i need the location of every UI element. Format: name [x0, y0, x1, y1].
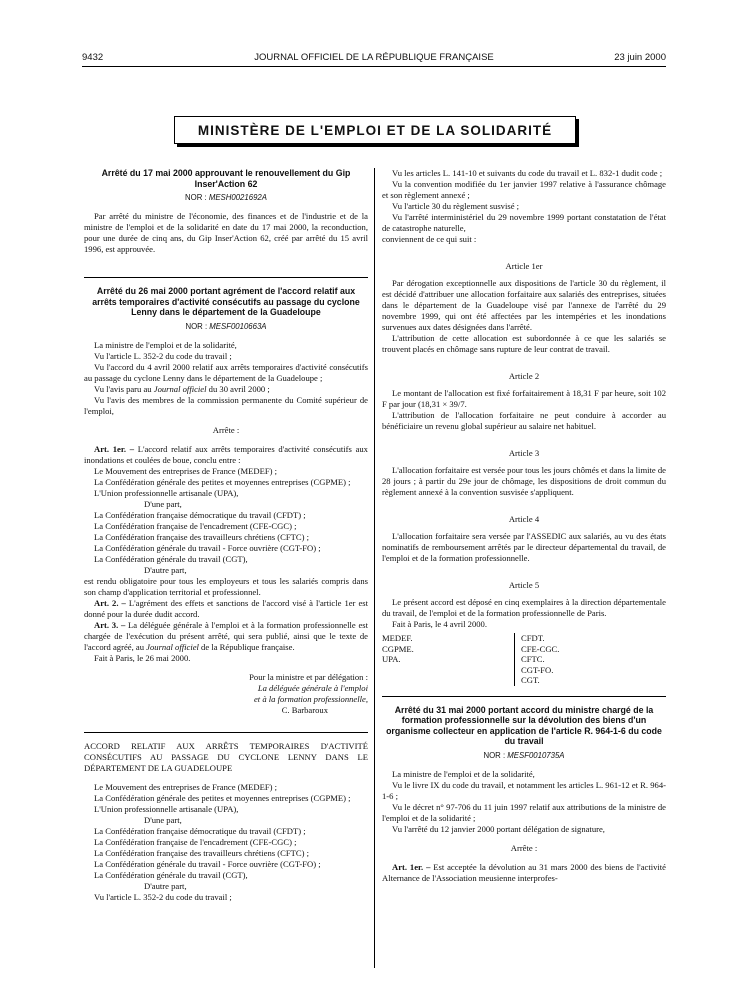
- text: La déléguée générale à l'emploi: [257, 682, 368, 693]
- nor-label: NOR :: [185, 321, 210, 331]
- page-number: 9432: [82, 52, 104, 63]
- paragraph: La ministre de l'emploi et de la solidarité,: [94, 339, 237, 350]
- list-item: La Confédération générale des petites et moyennes entreprises (CGPME) ;: [94, 476, 351, 487]
- paragraph: La ministre de l'emploi et de la solidarité,: [392, 768, 535, 779]
- header-rule: [82, 66, 666, 67]
- decree-2-nor: [84, 321, 368, 332]
- list-item: La Confédération générale des petites et moyennes entreprises (CGPME) ;: [94, 792, 351, 803]
- list-item: Le Mouvement des entreprises de France (MEDEF) ;: [94, 781, 278, 792]
- list-item: L'Union professionnelle artisanale (UPA),: [94, 487, 239, 498]
- signature-line: Pour la ministre et par délégation :: [249, 671, 368, 682]
- part-label: D'une part,: [144, 814, 182, 825]
- list-item: La Confédération générale du travail - Force ouvrière (CGT-FO) ;: [94, 542, 321, 553]
- list-item: La Confédération française des travailleurs chrétiens (CFTC) ;: [94, 847, 310, 858]
- article-heading: Article 1er: [505, 261, 543, 271]
- paragraph: Vu l'arrêté interministériel du 29 novembre 1999 portant constatation de l'état de catastrophe naturelle,: [382, 212, 666, 233]
- nor-code: MESH0021692A: [208, 193, 267, 202]
- part-label: D'une part,: [144, 498, 182, 509]
- article-heading: Article 2: [508, 371, 540, 381]
- signature-line: [84, 683, 368, 694]
- nor-label: NOR :: [185, 193, 209, 202]
- decree-2-title: Arrêté du 26 mai 2000 portant agrément de l'accord relatif aux arrêts temporaires d'activité consécutifs au passage du cyclone Lenny dans le département de la Guadeloupe: [92, 286, 360, 317]
- signatory: CFDT.: [521, 633, 545, 643]
- signatory-name: C. Barbaroux: [281, 704, 328, 715]
- nor-label: NOR :: [483, 750, 508, 760]
- list-item: La Confédération française de l'encadrement (CFE-CGC) ;: [94, 836, 297, 847]
- ministry-banner: MINISTÈRE DE L'EMPLOI ET DE LA SOLIDARITÉ: [174, 116, 576, 144]
- nor-code: MESF0010735A: [507, 750, 565, 760]
- list-item: La Confédération générale du travail (CGT),: [94, 869, 248, 880]
- text: Vu l'avis paru au: [94, 383, 154, 394]
- journal-ref: Journal officiel: [153, 383, 207, 394]
- paragraph: Le montant de l'allocation est fixé forfaitairement à 18,31 F par heure, soit 102 F par jour (18,31 × 39/7.: [382, 388, 666, 409]
- paragraph: L'attribution de l'allocation forfaitaire ne peut conduire à accorder au bénéficiaire un revenu global supérieur au salaire net habituel.: [382, 410, 666, 431]
- decree-3-title: Arrêté du 31 mai 2000 portant accord du ministre chargé de la formation professionnelle sur la dévolution des biens d'un organisme collecteur en application de l'article R. 964-1-6 du code du travail: [386, 704, 662, 746]
- list-item: Le Mouvement des entreprises de France (MEDEF) ;: [94, 465, 278, 476]
- separator: [84, 277, 368, 278]
- nor-code: MESF0010663A: [209, 321, 267, 331]
- signatory: CFE-CGC.: [521, 643, 560, 654]
- article-1: [84, 444, 368, 466]
- employer-signatories: [382, 633, 514, 686]
- signatory: CGPME.: [382, 643, 414, 654]
- paragraph: Le présent accord est déposé en cinq exemplaires à la direction départementale du travail, de l'emploi et de la formation professionnelle de Paris.: [382, 597, 666, 618]
- paragraph: L'attribution de cette allocation est subordonnée à ce que les salariés se trouvent placés en chômage sans rupture de leur contrat de travail.: [382, 333, 666, 354]
- right-column: [382, 168, 666, 884]
- signed-place-date: Fait à Paris, le 4 avril 2000.: [392, 619, 487, 629]
- list-item: La Confédération française des travailleurs chrétiens (CFTC) ;: [94, 531, 310, 542]
- part-label: D'autre part,: [144, 880, 187, 891]
- list-item: La Confédération générale du travail - Force ouvrière (CGT-FO) ;: [94, 858, 321, 869]
- issue-date: 23 juin 2000: [614, 52, 666, 63]
- article-label: Art. 1er. –: [392, 861, 431, 872]
- paragraph: conviennent de ce qui suit :: [382, 234, 477, 244]
- agreement-title: ACCORD RELATIF AUX ARRÊTS TEMPORAIRES D'ACTIVITÉ CONSÉCUTIFS AU PASSAGE DU CYCLONE LENNY DANS LE DÉPARTEMENT DE LA GUADELOUPE: [84, 740, 368, 773]
- text: Est acceptée la dévolution au 31 mars 2000 des biens de l'activité Alternance de l'Association meusienne interprofes-: [382, 861, 666, 883]
- decree-1-title: Arrêté du 17 mai 2000 approuvant le renouvellement du Gip Inser'Action 62: [101, 168, 351, 189]
- part-label: D'autre part,: [144, 564, 187, 575]
- paragraph: Vu les articles L. 141-10 et suivants du code du travail et L. 832-1 dudit code ;: [392, 168, 663, 178]
- decree-1-text: Par arrêté du ministre de l'économie, des finances et de l'industrie et de la ministre de l'emploi et de la solidarité en date du 17 mai 2000, la reconduction, pour une durée de cinq ans, du Gip Inser'Action 62, créé par arrêté du 15 avril 1996, est approuvée.: [84, 211, 368, 254]
- separator: [84, 732, 368, 733]
- paragraph: [84, 384, 368, 395]
- paragraph: L'allocation forfaitaire sera versée par l'ASSEDIC aux salariés, au vu des états nominatifs de remboursement arrêtés par le directeur départemental du travail, de l'emploi et de la formation professionnelle.: [382, 531, 666, 563]
- arrete-heading: Arrête :: [510, 842, 538, 853]
- signatory: CGT.: [521, 675, 540, 685]
- column-divider: [374, 168, 375, 968]
- paragraph: Vu la convention modifiée du 1er janvier 1997 relative à l'assurance chômage et son règlement annexé ;: [382, 179, 666, 200]
- paragraph: Vu l'article L. 352-2 du code du travail ;: [94, 350, 232, 361]
- article-label: Art. 3. –: [94, 619, 126, 630]
- arrete-heading: Arrête :: [212, 424, 240, 435]
- list-item: La Confédération française démocratique du travail (CFDT) ;: [94, 825, 306, 836]
- paragraph: Vu l'article L. 352-2 du code du travail ;: [94, 891, 232, 902]
- list-item: La Confédération française de l'encadrement (CFE-CGC) ;: [94, 520, 297, 531]
- union-signatories: [514, 633, 559, 686]
- journal-ref: Journal officiel: [146, 641, 199, 652]
- paragraph: Vu l'article 30 du règlement susvisé ;: [392, 201, 520, 211]
- paragraph: Par dérogation exceptionnelle aux dispositions de l'article 30 du règlement, il est décidé d'attribuer une allocation forfaitaire aux salariés des entreprises, situées dans le département de la Guadeloupe visé par l'annexe de l'arrêté du 29 novembre 1999, qui ont été affectées par les intempéries et les inondations survenues aux dates désignées dans l'arrêté.: [382, 278, 666, 332]
- paragraph: Vu l'arrêté du 12 janvier 2000 portant délégation de signature,: [392, 823, 605, 834]
- article-heading: Article 4: [508, 514, 540, 524]
- left-column: [84, 168, 368, 903]
- article-label: Art. 2. –: [94, 597, 126, 608]
- paragraph: L'allocation forfaitaire est versée pour tous les jours chômés et dans la limite de 28 jours ; à partir du 29e jour de chômage, les dispositions de droit commun du règlement annexé à la convention susvisée s'appliquent.: [382, 465, 666, 497]
- signatories-table: [382, 633, 666, 686]
- article-2: [84, 598, 368, 620]
- text: de la République française.: [198, 641, 295, 652]
- text: et à la formation professionnelle,: [253, 693, 368, 704]
- decree-1-nor: [84, 192, 368, 203]
- list-item: L'Union professionnelle artisanale (UPA),: [94, 803, 239, 814]
- paragraph: Vu le livre IX du code du travail, et notamment les articles L. 961-12 et R. 964-1-6 ;: [382, 779, 666, 801]
- signature-line: [84, 694, 368, 705]
- text: L'accord relatif aux arrêts temporaires d'activité consécutifs aux inondations et coulées de boue, conclu entre :: [84, 443, 368, 465]
- article-1: [382, 862, 666, 884]
- text: L'agrément des effets et sanctions de l'accord visé à l'article 1er est donné pour la durée dudit accord.: [84, 597, 368, 619]
- paragraph: est rendu obligatoire pour tous les employeurs et tous les salariés compris dans son champ d'application territorial et professionnel.: [84, 575, 368, 597]
- paragraph: Vu l'avis des membres de la commission permanente du Comité supérieur de l'emploi,: [84, 394, 368, 416]
- decree-3-nor: [382, 750, 666, 761]
- article-label: Art. 1er. –: [94, 443, 134, 454]
- article-3: [84, 620, 368, 653]
- journal-title: JOURNAL OFFICIEL DE LA RÉPUBLIQUE FRANÇAISE: [254, 52, 494, 63]
- paragraph: Vu l'accord du 4 avril 2000 relatif aux arrêts temporaires d'activité consécutifs au passage du cyclone Lenny dans le département de la Guadeloupe ;: [84, 361, 368, 383]
- article-heading: Article 3: [508, 448, 540, 458]
- signatory: CGT-FO.: [521, 664, 554, 675]
- text: du 30 avril 2000 ;: [206, 383, 270, 394]
- paragraph: Vu le décret n° 97-706 du 11 juin 1997 relatif aux attributions de la ministre de l'emploi et de la solidarité ;: [382, 801, 666, 823]
- text: La déléguée générale à l'emploi et à la formation professionnelle est chargée de l'exécution du présent arrêté, qui sera publié, ainsi que le texte de l'accord agréé, au: [84, 619, 368, 652]
- separator: [382, 696, 666, 697]
- list-item: La Confédération générale du travail (CGT),: [94, 553, 248, 564]
- list-item: La Confédération française démocratique du travail (CFDT) ;: [94, 509, 306, 520]
- signatory: UPA.: [382, 654, 401, 664]
- signed-place-date: Fait à Paris, le 26 mai 2000.: [94, 652, 191, 663]
- signatory: CFTC.: [521, 654, 545, 664]
- article-heading: Article 5: [508, 580, 540, 590]
- signatory: MEDEF.: [382, 633, 413, 643]
